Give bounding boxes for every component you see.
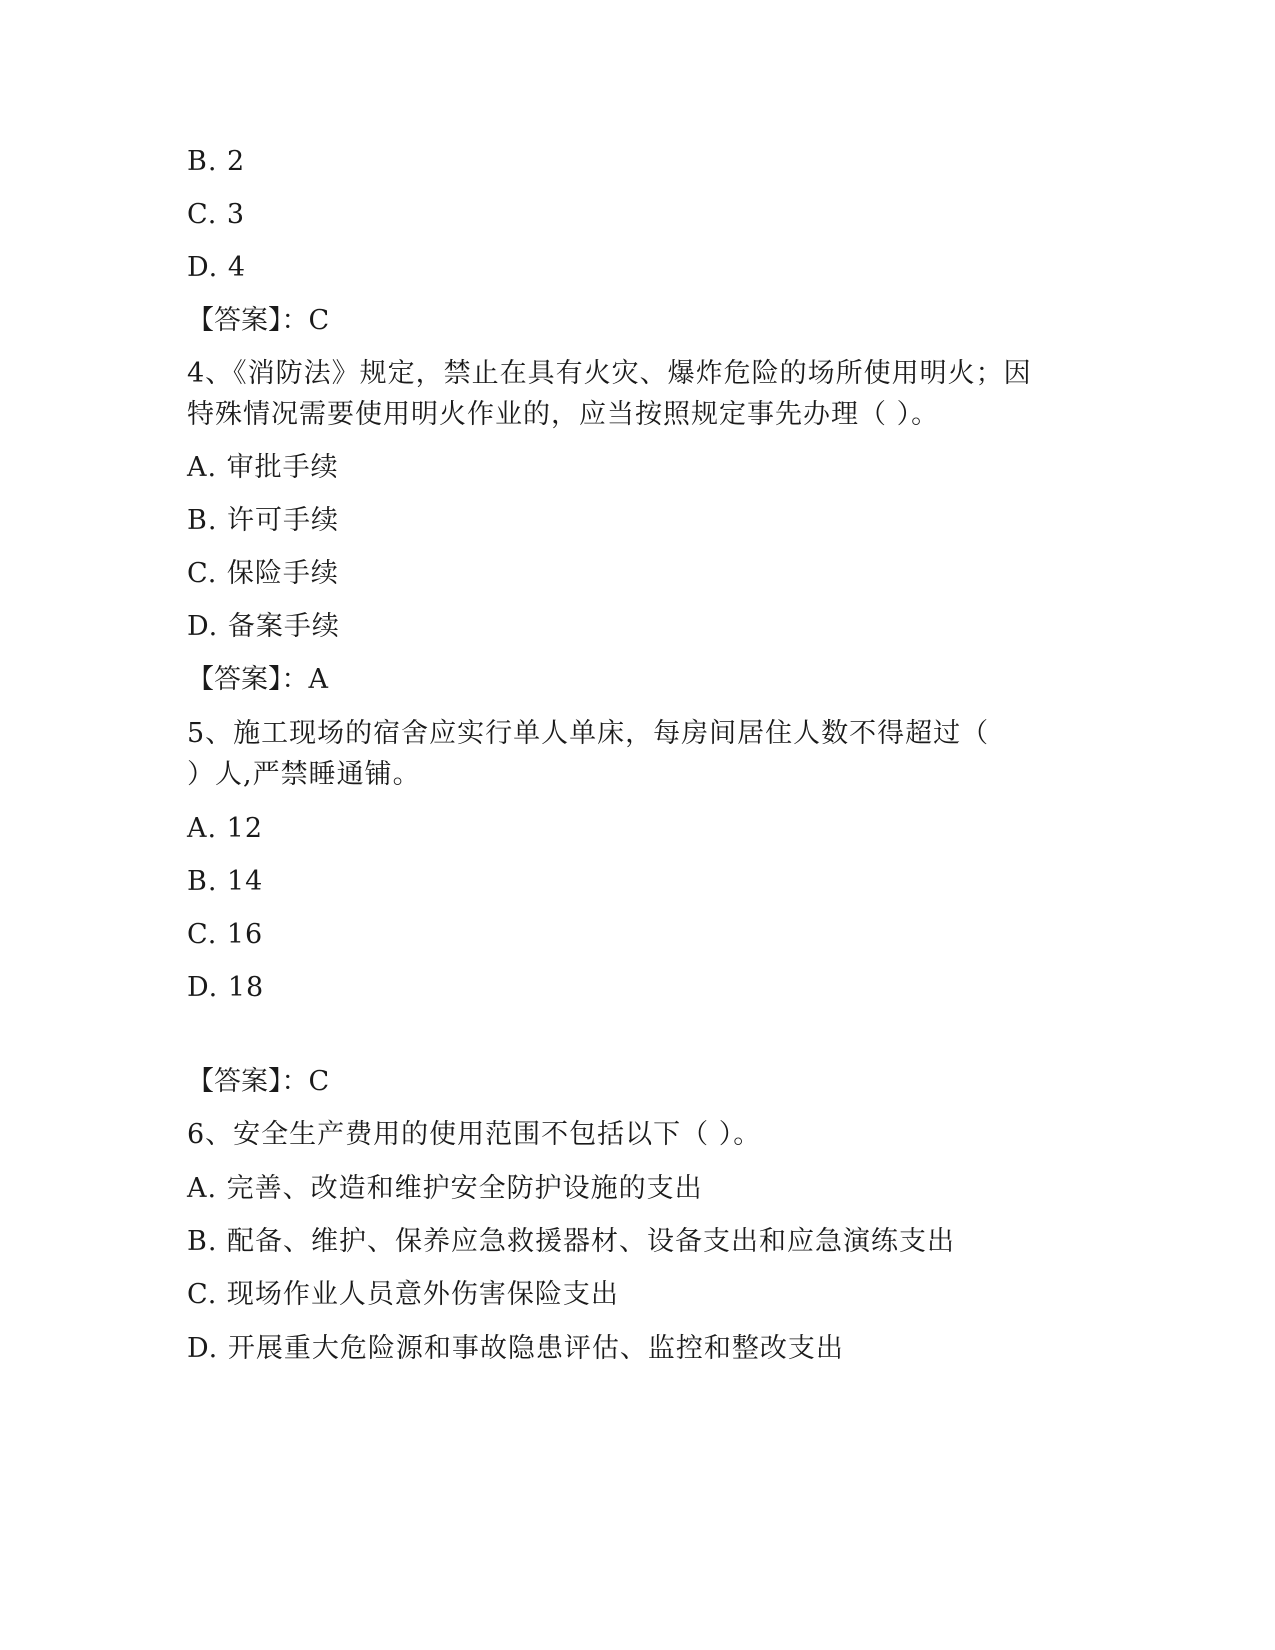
q4-stem-line1: 4、《消防法》规定，禁止在具有火灾、爆炸危险的场所使用明火；因 xyxy=(187,358,1032,389)
q4-option-b: B. 许可手续 xyxy=(187,505,340,536)
q6-stem: 6、安全生产费用的使用范围不包括以下（ ）。 xyxy=(187,1119,762,1150)
q5-option-b: B. 14 xyxy=(187,866,264,897)
q5-option-c: C. 16 xyxy=(187,919,264,950)
q4-option-d: D. 备案手续 xyxy=(187,611,340,642)
q5-option-d: D. 18 xyxy=(187,972,265,1003)
q5-stem-line1: 5、施工现场的宿舍应实行单人单床，每房间居住人数不得超过（ xyxy=(187,718,990,749)
q6-option-d: D. 开展重大危险源和事故隐患评估、监控和整改支出 xyxy=(187,1333,844,1364)
q4-answer: 【答案】：A xyxy=(187,664,328,695)
q4-option-a: A. 审批手续 xyxy=(187,452,339,483)
q6-option-b: B. 配备、维护、保养应急救援器材、设备支出和应急演练支出 xyxy=(187,1226,956,1257)
q5-option-a: A. 12 xyxy=(187,813,264,844)
q6-option-a: A. 完善、改造和维护安全防护设施的支出 xyxy=(187,1173,703,1204)
q5-stem-line2: ）人,严禁睡通铺。 xyxy=(187,759,421,790)
q4-option-c: C. 保险手续 xyxy=(187,558,339,589)
option-b-prev: B. 2 xyxy=(187,146,246,177)
q4-stem-line2: 特殊情况需要使用明火作业的，应当按照规定事先办理（ ）。 xyxy=(187,399,940,430)
option-c-prev: C. 3 xyxy=(187,199,246,230)
q5-answer: 【答案】：C xyxy=(187,1066,330,1097)
answer-prev: 【答案】：C xyxy=(187,305,330,336)
option-d-prev: D. 4 xyxy=(187,252,247,283)
q6-option-c: C. 现场作业人员意外伤害保险支出 xyxy=(187,1279,619,1310)
